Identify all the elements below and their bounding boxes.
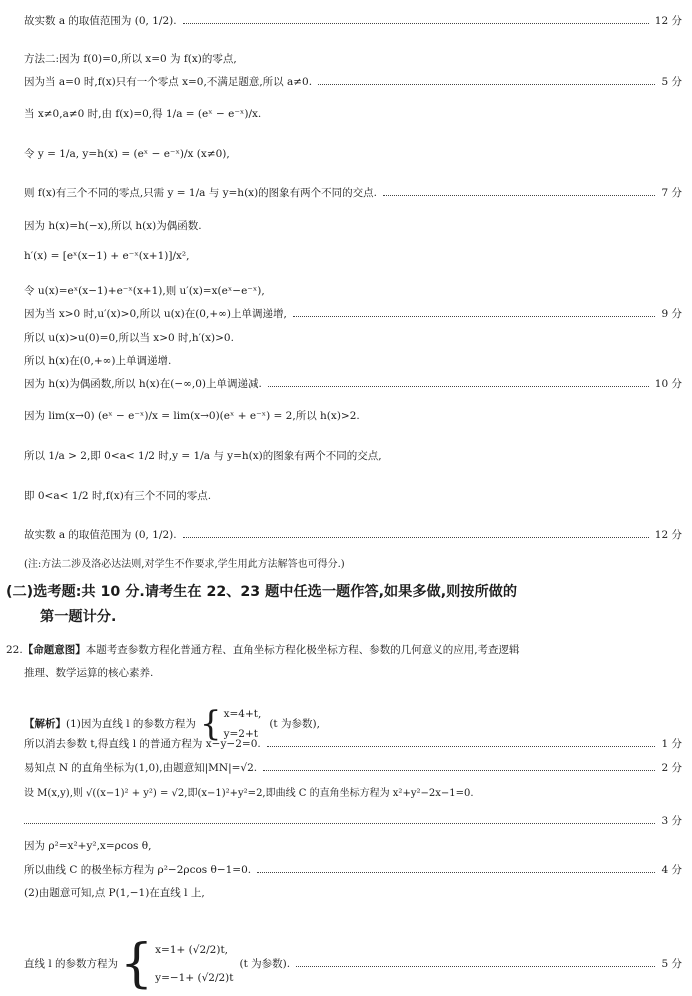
line-text: 所以 u(x)>u(0)=0,所以当 x>0 时,h′(x)>0. (24, 332, 234, 344)
final-lead: 直线 l 的参数方程为 (24, 958, 119, 970)
score-label: 5 分 (661, 76, 682, 88)
score-label: 5 分 (661, 958, 682, 970)
problem-number: 22. (6, 644, 23, 656)
answer-line (24, 185, 682, 201)
line-text: 故实数 a 的取值范围为 (0, 1/2). (24, 15, 177, 27)
line-text: (2)由题意可知,点 P(1,−1)在直线 l 上, (24, 887, 205, 899)
score-label: 9 分 (661, 308, 682, 320)
dot-leader (267, 745, 656, 747)
answer-line (24, 885, 682, 901)
line-text: 所以消去参数 t,得直线 l 的普通方程为 x−y−2=0. (24, 738, 261, 750)
answer-line (24, 146, 682, 162)
line-text: 令 u(x)=eˣ(x−1)+e⁻ˣ(x+1),则 u′(x)=x(eˣ−e⁻ˣ), (24, 285, 265, 297)
answer-line (24, 248, 682, 264)
note-line (24, 557, 682, 573)
line-text: 因为 h(x)=h(−x),所以 h(x)为偶函数. (24, 220, 202, 232)
left-brace-icon: { (120, 934, 154, 994)
line-text: 故实数 a 的取值范围为 (0, 1/2). (24, 529, 177, 541)
answer-line (24, 736, 682, 752)
problem-intent (6, 642, 682, 658)
answer-line (24, 106, 682, 122)
dot-leader (296, 965, 655, 967)
line-text: 当 x≠0,a≠0 时,由 f(x)=0,得 1/a = (eˣ − e⁻ˣ)/x. (24, 108, 262, 120)
line-text: 推理、数学运算的核心素养. (24, 667, 154, 679)
answer-line (24, 353, 682, 369)
score-label: 10 分 (654, 378, 682, 390)
param-note: (t 为参数), (269, 718, 320, 730)
answer-line (24, 283, 682, 299)
intent-text-continued (24, 665, 682, 681)
line-text: 因为当 a=0 时,f(x)只有一个零点 x=0,不满足题意,所以 a≠0. (24, 76, 313, 88)
score-label: 3 分 (661, 815, 682, 827)
answer-line (24, 527, 682, 543)
line-text: 方法二:因为 f(0)=0,所以 x=0 为 f(x)的零点, (24, 53, 237, 65)
line-text: 因为 h(x)为偶函数,所以 h(x)在(−∞,0)上单调递减. (24, 378, 262, 390)
line-text: 因为 ρ²=x²+y²,x=ρcos θ, (24, 840, 152, 852)
line-text: 所以 h(x)在(0,+∞)上单调递增. (24, 355, 172, 367)
dot-leader (318, 83, 655, 85)
score-label: 1 分 (661, 738, 682, 750)
line-text: 所以曲线 C 的极坐标方程为 ρ²−2ρcos θ−1=0. (24, 864, 252, 876)
dot-leader (183, 536, 649, 538)
line-text: 因为当 x>0 时,u′(x)>0,所以 u(x)在(0,+∞)上单调递增, (24, 308, 287, 320)
param-note: (t 为参数). (239, 958, 291, 970)
line-text: 即 0<a< 1/2 时,f(x)有三个不同的零点. (24, 490, 212, 502)
dot-leader (293, 315, 656, 317)
score-label: 4 分 (661, 864, 682, 876)
answer-line (24, 786, 682, 802)
answer-line (24, 13, 682, 29)
intent-tag: 【命题意图】 (22, 644, 86, 656)
answer-line (24, 408, 682, 424)
answer-line (24, 51, 682, 67)
answer-line (24, 488, 682, 504)
answer-line (24, 838, 682, 854)
line-text: 易知点 N 的直角坐标为(1,0),由题意知|MN|=√2. (24, 762, 258, 774)
param-x: x=1+ (√2/2)t, (155, 944, 229, 956)
answer-line (24, 218, 682, 234)
line-text: 因为 lim(x→0) (eˣ − e⁻ˣ)/x = lim(x→0)(eˣ + e⁻ˣ) = 2,所以 h(x)>2. (24, 410, 360, 422)
line-text: (注:方法二涉及洛必达法则,对学生不作要求,学生用此方法解答也可得分.) (24, 559, 345, 570)
line-text: 所以 1/a > 2,即 0<a< 1/2 时,y = 1/a 与 y=h(x)的图象有两个不同的交点, (24, 450, 382, 462)
dot-leader (24, 822, 655, 824)
left-brace-icon: { (199, 704, 222, 744)
line-text: 令 y = 1/a, y=h(x) = (eˣ − e⁻ˣ)/x (x≠0), (24, 148, 230, 160)
param-x: x=4+t, (223, 708, 262, 720)
dot-leader (183, 22, 649, 24)
param-y: y=−1+ (√2/2)t (155, 972, 234, 984)
answer-line (24, 330, 682, 346)
dot-leader (263, 769, 655, 771)
section-heading-continued: 第一题计分. (40, 609, 117, 625)
line-text: h′(x) = [eˣ(x−1) + e⁻ˣ(x+1)]/x², (24, 250, 190, 262)
score-label: 12 分 (654, 529, 682, 541)
intent-text: 本题考查参数方程化普通方程、直角坐标方程化极坐标方程、参数的几何意义的应用,考查逻辑 (85, 644, 520, 656)
analysis-text: (1)因为直线 l 的参数方程为 (66, 718, 196, 730)
answer-line (24, 448, 682, 464)
answer-line (24, 813, 682, 829)
answer-line (24, 74, 682, 90)
score-label: 2 分 (661, 762, 682, 774)
score-label: 7 分 (661, 187, 682, 199)
section-heading: (二)选考题:共 10 分.请考生在 22、23 题中任选一题作答,如果多做,则按所做的 (6, 584, 518, 600)
line-text: 设 M(x,y),则 √((x−1)² + y²) = √2,即(x−1)²+y²=2,即曲线 C 的直角坐标方程为 x²+y²−2x−1=0. (24, 788, 474, 799)
parametric-system (120, 936, 290, 992)
dot-leader (268, 385, 649, 387)
answer-line (24, 760, 682, 776)
score-label: 12 分 (654, 15, 682, 27)
answer-line (24, 376, 682, 392)
dot-leader (257, 871, 655, 873)
dot-leader (383, 194, 655, 196)
analysis-tag: 【解析】 (24, 718, 66, 730)
param-y: y=2+t (223, 728, 258, 740)
answer-line (24, 306, 682, 322)
answer-line (24, 862, 682, 878)
line-text: 则 f(x)有三个不同的零点,只需 y = 1/a 与 y=h(x)的图象有两个不同的交点. (24, 187, 378, 199)
final-param-line (24, 936, 682, 992)
